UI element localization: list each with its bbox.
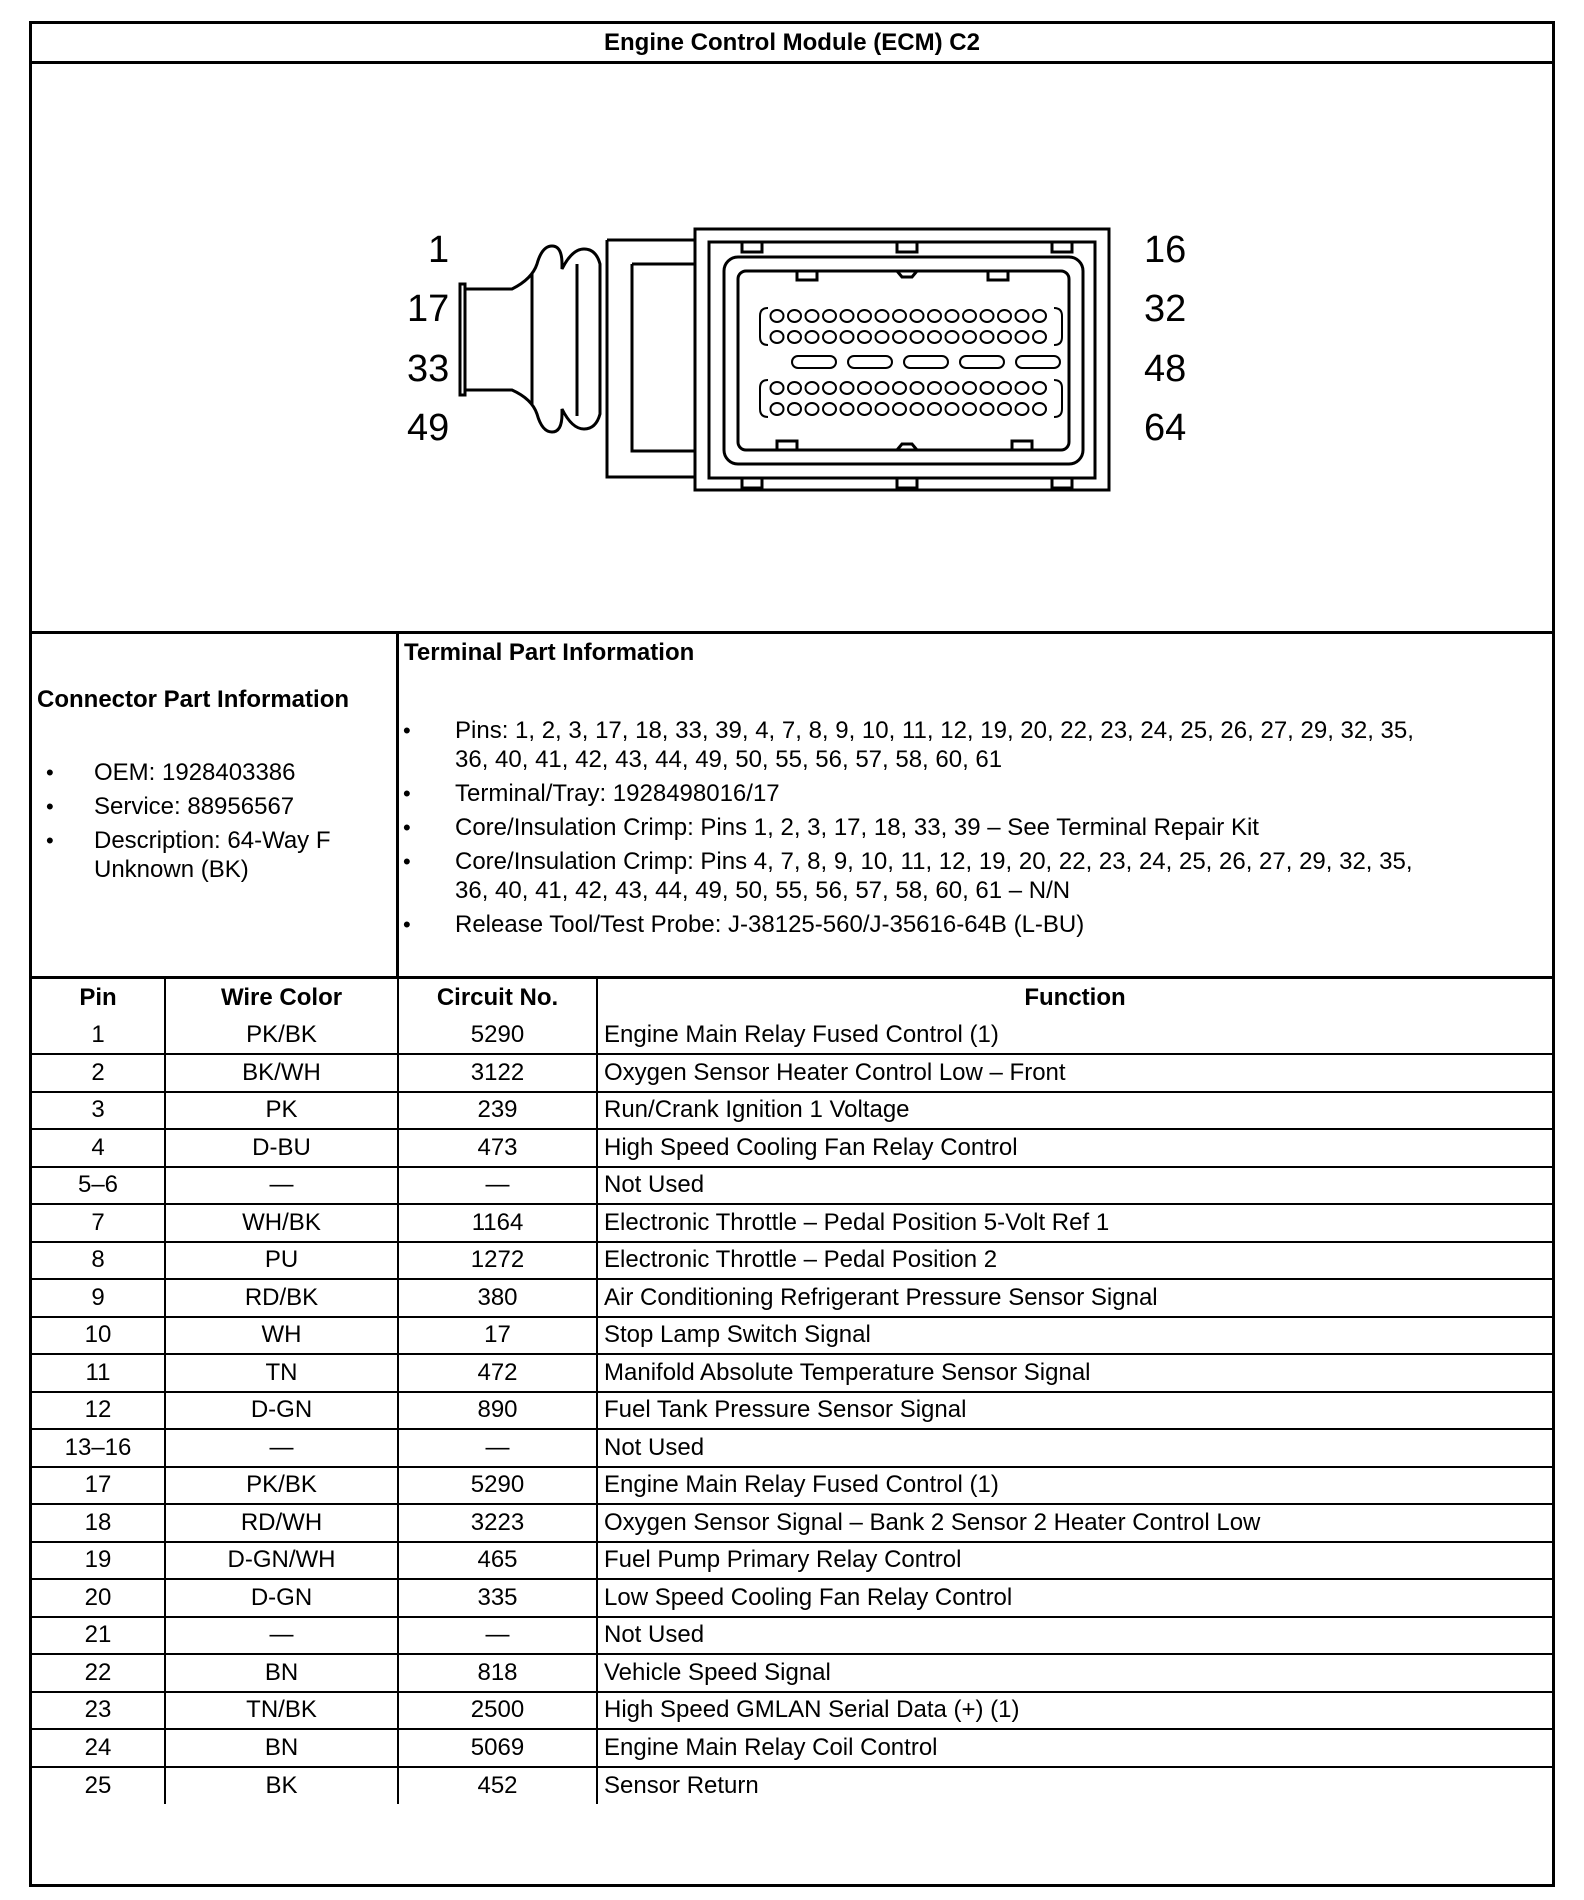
pin-cavity <box>806 382 819 394</box>
cell-wire-color: RD/BK <box>165 1279 398 1317</box>
pin-cavity <box>1033 331 1046 343</box>
cell-function: Sensor Return <box>597 1767 1552 1805</box>
pin-cavity <box>928 382 941 394</box>
bullet-icon: • <box>46 760 54 785</box>
cell-function: Oxygen Sensor Heater Control Low – Front <box>597 1054 1552 1092</box>
pin-cavity <box>841 403 854 415</box>
pin-slot <box>904 356 948 368</box>
cell-function: Fuel Pump Primary Relay Control <box>597 1542 1552 1580</box>
connector-info-text: OEM: 1928403386 <box>94 759 296 786</box>
pin-cavity <box>928 310 941 322</box>
left-label-33: 33 <box>407 348 450 390</box>
cell-wire-color: BN <box>165 1654 398 1692</box>
cell-circuit-no: 465 <box>398 1542 597 1580</box>
cell-function: Fuel Tank Pressure Sensor Signal <box>597 1392 1552 1430</box>
pin-cavity <box>981 310 994 322</box>
pin-cavity <box>788 403 801 415</box>
table-row <box>32 1767 1552 1805</box>
table-row <box>32 1692 1552 1730</box>
cell-wire-color: WH <box>165 1317 398 1355</box>
header-function: Function <box>597 979 1552 1017</box>
cell-pin: 10 <box>32 1317 165 1355</box>
cell-pin: 25 <box>32 1767 165 1805</box>
pinout-table <box>32 979 1552 1804</box>
terminal-part-info <box>399 634 1552 976</box>
pin-cavity <box>1033 382 1046 394</box>
left-label-49: 49 <box>407 407 450 449</box>
cell-pin: 13–16 <box>32 1429 165 1467</box>
right-label-32: 32 <box>1144 288 1187 330</box>
cell-function: Not Used <box>597 1617 1552 1655</box>
cell-pin: 24 <box>32 1729 165 1767</box>
cell-wire-color: TN/BK <box>165 1692 398 1730</box>
pin-cavity <box>893 382 906 394</box>
pin-slot <box>960 356 1004 368</box>
connector-info-item <box>46 792 394 821</box>
pin-cavity <box>946 382 959 394</box>
pin-cavity <box>823 331 836 343</box>
cell-pin: 4 <box>32 1129 165 1167</box>
cell-pin: 23 <box>32 1692 165 1730</box>
terminal-info-item <box>403 813 1545 842</box>
cell-function: Air Conditioning Refrigerant Pressure Sensor Signal <box>597 1279 1552 1317</box>
connector-info-item <box>46 826 394 884</box>
pin-cavity <box>788 382 801 394</box>
pin-cavity <box>858 331 871 343</box>
cell-wire-color: BK <box>165 1767 398 1805</box>
cell-wire-color: D-GN/WH <box>165 1542 398 1580</box>
table-row <box>32 1354 1552 1392</box>
boot-end-cap <box>460 284 465 395</box>
cell-wire-color: PU <box>165 1242 398 1280</box>
cell-circuit-no: 5290 <box>398 1467 597 1505</box>
pin-cavity <box>788 331 801 343</box>
part-information <box>32 634 1552 979</box>
cell-wire-color: — <box>165 1429 398 1467</box>
bullet-icon: • <box>403 912 411 937</box>
cell-function: Stop Lamp Switch Signal <box>597 1317 1552 1355</box>
pin-cavity <box>876 310 889 322</box>
left-label-17: 17 <box>407 288 450 330</box>
pin-cavity <box>911 403 924 415</box>
cell-circuit-no: 380 <box>398 1279 597 1317</box>
bullet-icon: • <box>46 794 54 819</box>
pin-cavity <box>911 310 924 322</box>
pin-cavity <box>771 403 784 415</box>
pin-cavity <box>841 310 854 322</box>
cell-function: Electronic Throttle – Pedal Position 5-Volt Ref 1 <box>597 1204 1552 1242</box>
table-row <box>32 1729 1552 1767</box>
cell-circuit-no: — <box>398 1167 597 1205</box>
pin-cavity <box>963 403 976 415</box>
header-pin: Pin <box>32 979 165 1017</box>
cell-circuit-no: 3122 <box>398 1054 597 1092</box>
cell-function: Run/Crank Ignition 1 Voltage <box>597 1092 1552 1130</box>
cell-pin: 8 <box>32 1242 165 1280</box>
cell-circuit-no: — <box>398 1429 597 1467</box>
terminal-info-title: Terminal Part Information <box>404 639 695 666</box>
cell-circuit-no: 472 <box>398 1354 597 1392</box>
pin-cavity <box>893 403 906 415</box>
pin-cavity <box>911 382 924 394</box>
table-header-row <box>32 979 1552 1017</box>
pin-cavity <box>946 310 959 322</box>
connector-sheet <box>29 21 1555 1887</box>
table-row <box>32 1167 1552 1205</box>
pin-cavity <box>806 331 819 343</box>
cell-pin: 11 <box>32 1354 165 1392</box>
cell-circuit-no: 239 <box>398 1092 597 1130</box>
cell-circuit-no: 818 <box>398 1654 597 1692</box>
bullet-icon: • <box>46 828 54 853</box>
cell-pin: 7 <box>32 1204 165 1242</box>
table-row <box>32 1504 1552 1542</box>
cell-function: Electronic Throttle – Pedal Position 2 <box>597 1242 1552 1280</box>
pin-cavity <box>806 310 819 322</box>
cell-wire-color: D-GN <box>165 1579 398 1617</box>
cell-circuit-no: 1272 <box>398 1242 597 1280</box>
table-row <box>32 1017 1552 1055</box>
pin-cavity <box>876 331 889 343</box>
pin-slot <box>792 356 836 368</box>
pin-cavity <box>876 403 889 415</box>
pin-cavity <box>928 403 941 415</box>
header-wire-color: Wire Color <box>165 979 398 1017</box>
pin-cavity <box>1016 382 1029 394</box>
cell-pin: 2 <box>32 1054 165 1092</box>
cell-function: Not Used <box>597 1167 1552 1205</box>
cell-function: Vehicle Speed Signal <box>597 1654 1552 1692</box>
pin-cavity <box>963 310 976 322</box>
table-row <box>32 1654 1552 1692</box>
pin-cavity <box>998 403 1011 415</box>
cell-wire-color: WH/BK <box>165 1204 398 1242</box>
pin-cavity <box>1016 403 1029 415</box>
cell-circuit-no: 335 <box>398 1579 597 1617</box>
right-label-64: 64 <box>1144 407 1187 449</box>
pin-cavity <box>928 331 941 343</box>
terminal-info-text: Release Tool/Test Probe: J-38125-560/J-35616-64B (L-BU) <box>455 911 1085 938</box>
right-label-16: 16 <box>1144 229 1187 271</box>
cell-wire-color: RD/WH <box>165 1504 398 1542</box>
pin-cavity <box>963 331 976 343</box>
cell-pin: 12 <box>32 1392 165 1430</box>
cell-wire-color: PK/BK <box>165 1467 398 1505</box>
pin-cavity <box>1016 331 1029 343</box>
cell-pin: 1 <box>32 1017 165 1055</box>
cell-wire-color: BN <box>165 1729 398 1767</box>
connector-part-info <box>32 634 399 976</box>
pin-slot <box>848 356 892 368</box>
page-title: Engine Control Module (ECM) C2 <box>32 24 1552 64</box>
housing-left-wall <box>607 240 695 477</box>
cell-function: High Speed Cooling Fan Relay Control <box>597 1129 1552 1167</box>
cell-pin: 18 <box>32 1504 165 1542</box>
table-row <box>32 1429 1552 1467</box>
cell-function: Oxygen Sensor Signal – Bank 2 Sensor 2 Heater Control Low <box>597 1504 1552 1542</box>
pin-cavity <box>858 310 871 322</box>
table-row <box>32 1579 1552 1617</box>
pin-cavity <box>771 382 784 394</box>
cell-circuit-no: 5069 <box>398 1729 597 1767</box>
pin-cavity <box>876 382 889 394</box>
cell-wire-color: PK <box>165 1092 398 1130</box>
cell-pin: 3 <box>32 1092 165 1130</box>
terminal-info-item <box>403 847 1545 905</box>
cell-function: Engine Main Relay Coil Control <box>597 1729 1552 1767</box>
table-row <box>32 1392 1552 1430</box>
cell-circuit-no: 452 <box>398 1767 597 1805</box>
pin-cavity <box>806 403 819 415</box>
table-row <box>32 1317 1552 1355</box>
pin-cavity <box>893 331 906 343</box>
connector-info-title: Connector Part Information <box>37 686 350 713</box>
connector-drawing <box>32 64 1552 631</box>
connector-info-list <box>46 758 394 889</box>
cell-wire-color: D-BU <box>165 1129 398 1167</box>
terminal-info-text: Core/Insulation Crimp: Pins 1, 2, 3, 17, 18, 33, 39 – See Terminal Repair Kit <box>455 814 1259 841</box>
pin-grid <box>760 308 1062 417</box>
table-row <box>32 1279 1552 1317</box>
cell-pin: 20 <box>32 1579 165 1617</box>
cell-function: Low Speed Cooling Fan Relay Control <box>597 1579 1552 1617</box>
connector-info-item <box>46 758 394 787</box>
pin-cavity <box>841 382 854 394</box>
pin-cavity <box>1033 403 1046 415</box>
connector-info-text: Description: 64-Way F Unknown (BK) <box>94 827 331 883</box>
header-circuit-no: Circuit No. <box>398 979 597 1017</box>
terminal-info-list <box>403 716 1545 944</box>
pin-slot <box>1016 356 1060 368</box>
connector-info-text: Service: 88956567 <box>94 793 295 820</box>
pin-cavity <box>858 403 871 415</box>
cell-circuit-no: 1164 <box>398 1204 597 1242</box>
cell-circuit-no: 2500 <box>398 1692 597 1730</box>
table-row <box>32 1617 1552 1655</box>
cell-wire-color: — <box>165 1167 398 1205</box>
terminal-info-text: Pins: 1, 2, 3, 17, 18, 33, 39, 4, 7, 8, 9, 10, 11, 12, 19, 20, 22, 23, 24, 25, 26, 27, 29, 32, 35, 36, 40, 41, 42, 43, 44, 49, 50, 55, 56, 57, 58, 60, 61 <box>455 717 1414 773</box>
left-label-1: 1 <box>428 229 450 271</box>
pin-cavity <box>823 310 836 322</box>
cell-wire-color: D-GN <box>165 1392 398 1430</box>
pin-cavity <box>771 310 784 322</box>
bullet-icon: • <box>403 781 411 806</box>
pin-cavity <box>1016 310 1029 322</box>
cell-pin: 9 <box>32 1279 165 1317</box>
pin-cavity <box>998 331 1011 343</box>
pin-cavity <box>946 403 959 415</box>
table-row <box>32 1054 1552 1092</box>
pin-cavity <box>981 403 994 415</box>
cell-circuit-no: 3223 <box>398 1504 597 1542</box>
table-row <box>32 1129 1552 1167</box>
cell-function: Manifold Absolute Temperature Sensor Signal <box>597 1354 1552 1392</box>
cell-pin: 5–6 <box>32 1167 165 1205</box>
cell-circuit-no: 5290 <box>398 1017 597 1055</box>
cell-wire-color: — <box>165 1617 398 1655</box>
cell-wire-color: PK/BK <box>165 1017 398 1055</box>
terminal-info-text: Core/Insulation Crimp: Pins 4, 7, 8, 9, 10, 11, 12, 19, 20, 22, 23, 24, 25, 26, 27, 29, 32, 35, 36, 40, 41, 42, 43, 44, 49, 50, 55, 56, 57, 58, 60, 61 – N/N <box>455 848 1413 904</box>
table-row <box>32 1092 1552 1130</box>
table-row <box>32 1204 1552 1242</box>
cell-pin: 17 <box>32 1467 165 1505</box>
cell-circuit-no: 473 <box>398 1129 597 1167</box>
bullet-icon: • <box>403 718 411 743</box>
pin-cavity <box>858 382 871 394</box>
cell-function: Not Used <box>597 1429 1552 1467</box>
cell-circuit-no: — <box>398 1617 597 1655</box>
bullet-icon: • <box>403 815 411 840</box>
pin-cavity <box>963 382 976 394</box>
bullet-icon: • <box>403 849 411 874</box>
terminal-info-item <box>403 716 1545 774</box>
pin-cavity <box>823 382 836 394</box>
pin-cavity <box>771 331 784 343</box>
pin-cavity <box>911 331 924 343</box>
cell-function: Engine Main Relay Fused Control (1) <box>597 1017 1552 1055</box>
pin-cavity <box>946 331 959 343</box>
pin-cavity <box>823 403 836 415</box>
table-row <box>32 1467 1552 1505</box>
right-label-48: 48 <box>1144 348 1187 390</box>
pin-cavity <box>893 310 906 322</box>
pin-cavity <box>981 382 994 394</box>
cell-pin: 22 <box>32 1654 165 1692</box>
cell-circuit-no: 890 <box>398 1392 597 1430</box>
cell-circuit-no: 17 <box>398 1317 597 1355</box>
pin-cavity <box>981 331 994 343</box>
table-row <box>32 1542 1552 1580</box>
terminal-info-item <box>403 779 1545 808</box>
connector-diagram <box>32 64 1552 634</box>
cell-wire-color: BK/WH <box>165 1054 398 1092</box>
pin-cavity <box>1033 310 1046 322</box>
pin-cavity <box>841 331 854 343</box>
pin-cavity <box>788 310 801 322</box>
cell-function: Engine Main Relay Fused Control (1) <box>597 1467 1552 1505</box>
terminal-info-text: Terminal/Tray: 1928498016/17 <box>455 780 780 807</box>
cell-wire-color: TN <box>165 1354 398 1392</box>
cell-pin: 19 <box>32 1542 165 1580</box>
pin-cavity <box>998 382 1011 394</box>
pin-cavity <box>998 310 1011 322</box>
table-row <box>32 1242 1552 1280</box>
cell-function: High Speed GMLAN Serial Data (+) (1) <box>597 1692 1552 1730</box>
terminal-info-item <box>403 910 1545 939</box>
cell-pin: 21 <box>32 1617 165 1655</box>
